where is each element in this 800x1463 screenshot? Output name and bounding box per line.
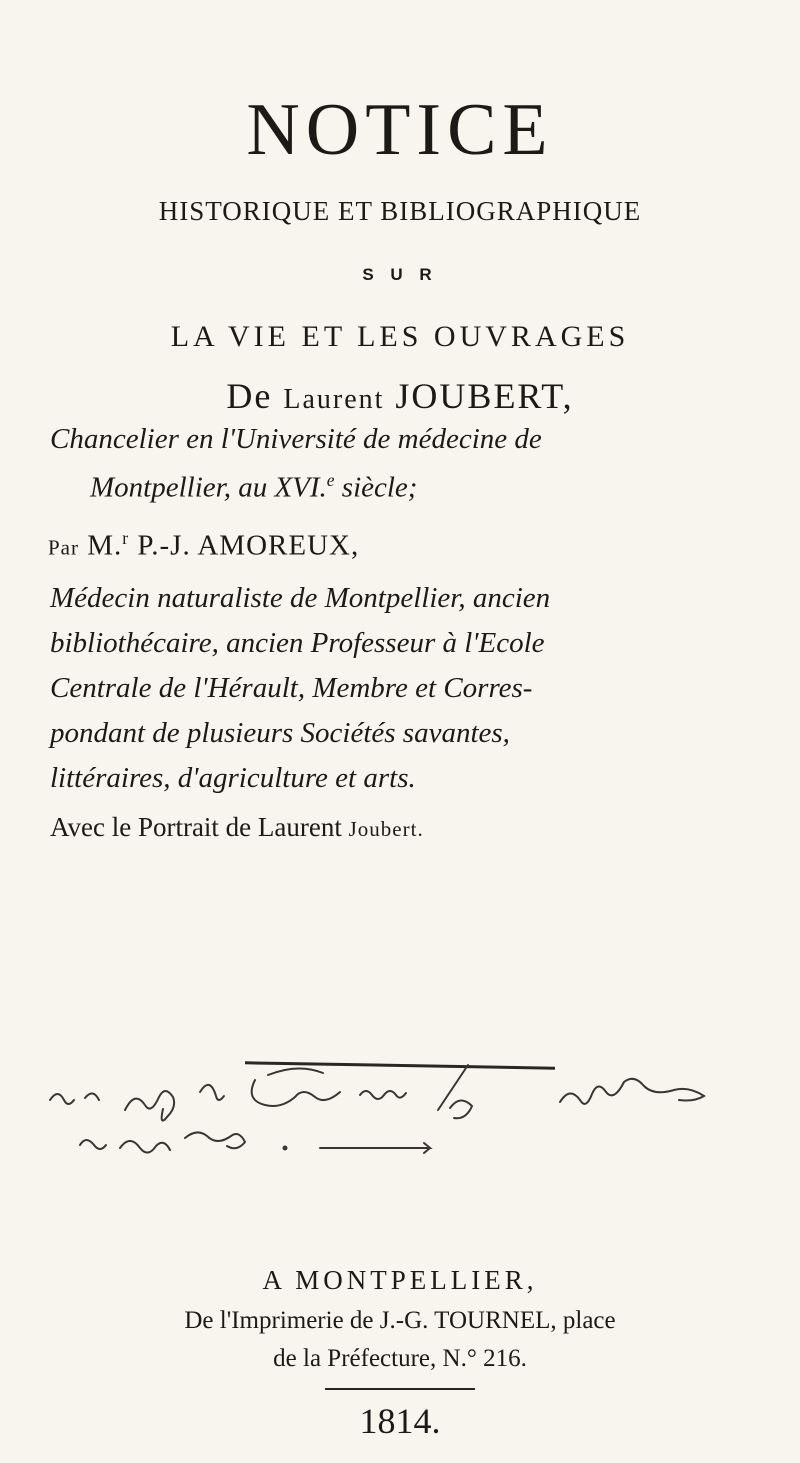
role-line-2-main: Montpellier, au XVI. — [90, 471, 327, 504]
imprint-address: de la Préfecture, N.° 216. — [273, 1345, 527, 1372]
role-line-1: Chancelier en l'Université de médecine de — [50, 423, 542, 455]
portrait-text: Avec le Portrait de Laurent — [50, 812, 349, 842]
imprint-printer: De l'Imprimerie de J.-G. TOURNEL, place — [184, 1307, 616, 1334]
portrait-name: Joubert. — [348, 817, 424, 841]
author-line — [48, 528, 359, 563]
bio-line-5: littéraires, d'agriculture et arts. — [50, 762, 416, 794]
first-name: Laurent — [283, 384, 385, 415]
par-word: Par — [48, 535, 79, 560]
imprint-city: A MONTPELLIER, — [262, 1265, 538, 1295]
handwritten-inscription — [40, 1020, 760, 1170]
bio-line-1: Médecin naturaliste de Montpellier, ancien — [50, 582, 551, 614]
publication-year: 1814. — [359, 1401, 441, 1441]
role-line-2-end: siècle; — [334, 471, 418, 504]
mr-abbrev: M. — [87, 529, 123, 562]
bio-line-2: bibliothécaire, ancien Professeur à l'Ecole — [50, 627, 545, 659]
author-name: P.-J. AMOREUX, — [137, 529, 360, 562]
subtitle: HISTORIQUE ET BIBLIOGRAPHIQUE — [158, 196, 642, 226]
surname: JOUBERT, — [395, 376, 574, 416]
role-line-2-sup: e — [326, 470, 335, 490]
role-line-2 — [90, 470, 417, 505]
title: NOTICE — [246, 89, 554, 171]
mr-sup: r — [122, 528, 130, 548]
sur-label: S U R — [362, 265, 438, 284]
imprint-rule — [325, 1388, 475, 1390]
de-word: De — [226, 376, 273, 416]
bio-line-4: pondant de plusieurs Sociétés savantes, — [50, 717, 510, 749]
subject-name — [0, 375, 800, 417]
subject-line: LA VIE ET LES OUVRAGES — [170, 320, 630, 353]
portrait-note — [50, 812, 424, 843]
bio-line-3: Centrale de l'Hérault, Membre et Corres- — [50, 672, 533, 704]
